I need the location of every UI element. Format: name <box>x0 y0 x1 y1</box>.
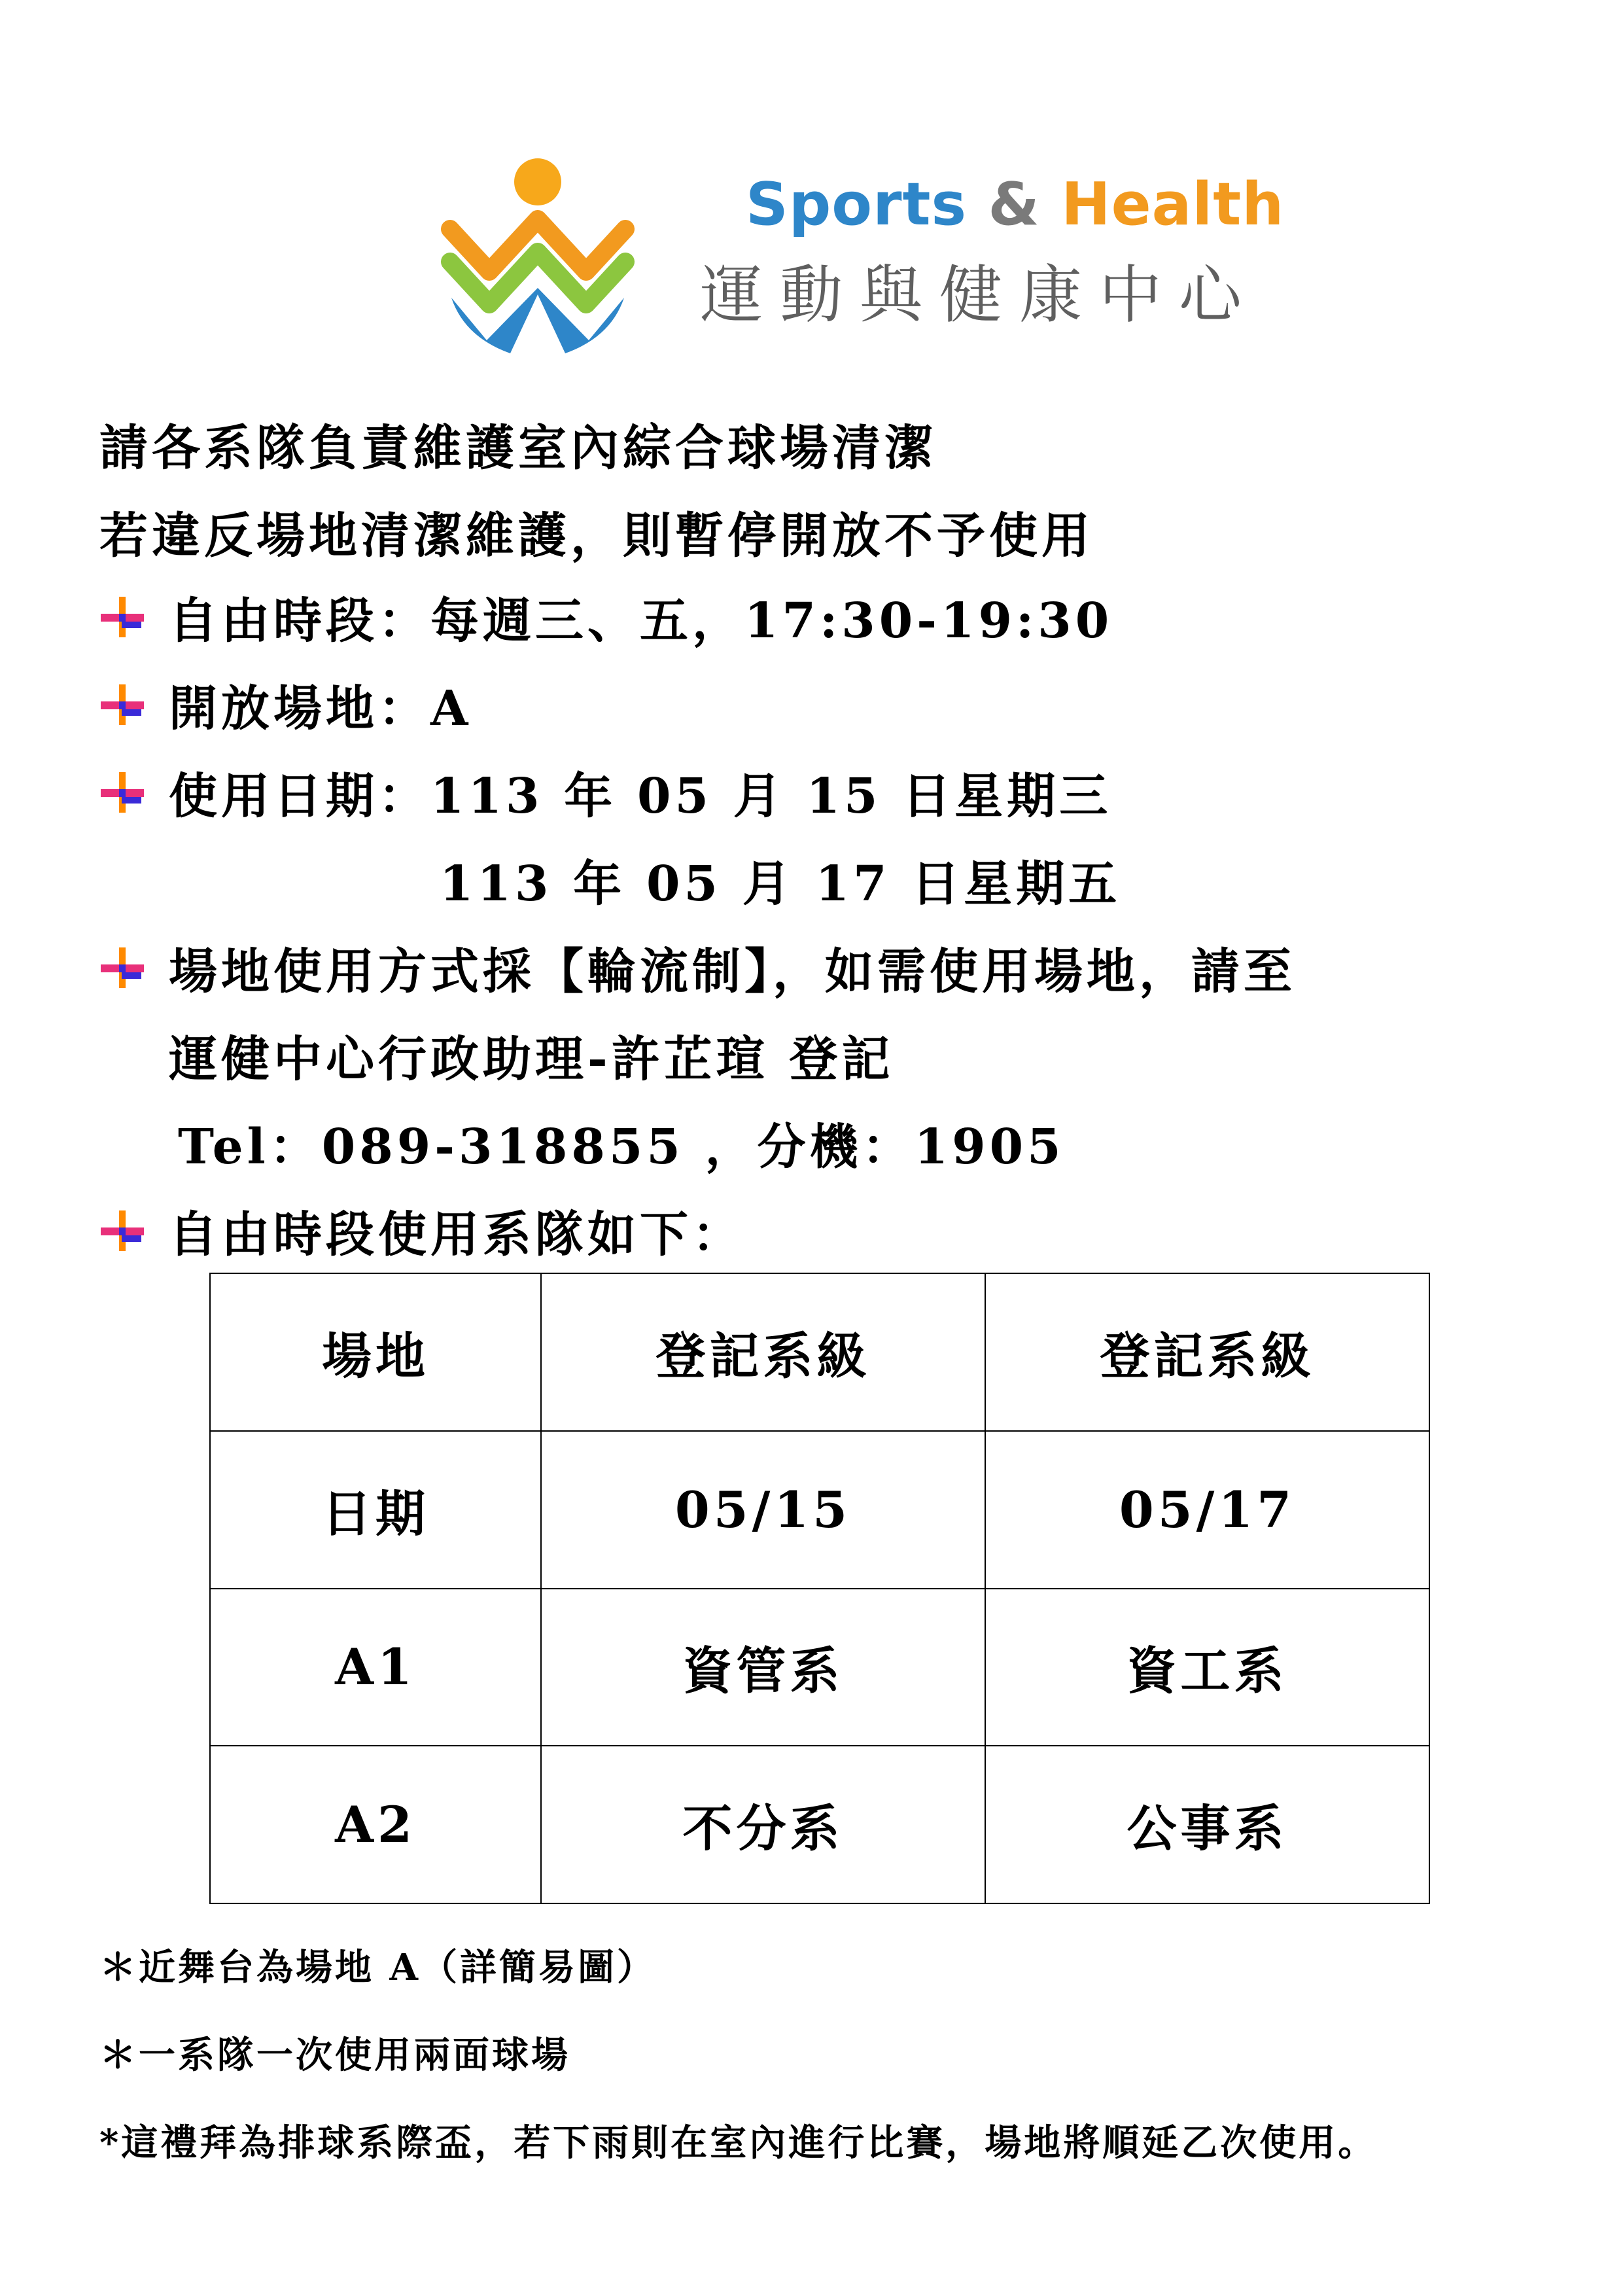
table-row <box>210 1746 1429 1903</box>
notice-line-2: 若違反場地清潔維護，則暫停開放不予使用 <box>99 508 1094 564</box>
method-contact-line: Tel：089-318855 ，分機：1905 <box>178 1119 1065 1175</box>
sports-health-logo <box>438 157 1285 366</box>
table-cell: 公事系 <box>985 1746 1429 1903</box>
table-cell: 登記系級 <box>985 1273 1429 1431</box>
table-cell: 日期 <box>210 1431 541 1589</box>
table-cell: 05/17 <box>985 1431 1429 1589</box>
logo-emblem-icon <box>438 157 654 366</box>
use-date-line-1: 使用日期：113 年 05 月 15 日星期三 <box>169 768 1112 824</box>
table-cell: 場地 <box>210 1273 541 1431</box>
free-time-text: 自由時段：每週三、五，17:30-19:30 <box>169 593 1113 649</box>
open-venue-text: 開放場地：A <box>169 680 472 737</box>
footnote-3: *這禮拜為排球系際盃，若下雨則在室內進行比賽，場地將順延乙次使用。 <box>99 2121 1378 2164</box>
table-cell: 資管系 <box>541 1589 985 1746</box>
bullet-cross-icon <box>99 769 145 815</box>
table-row <box>210 1589 1429 1746</box>
schedule-table <box>209 1273 1430 1904</box>
bullet-cross-icon <box>99 594 145 640</box>
table-cell: A2 <box>210 1746 541 1903</box>
table-cell: 登記系級 <box>541 1273 985 1431</box>
bullet-cross-icon <box>99 1208 145 1254</box>
teams-heading: 自由時段使用系隊如下： <box>169 1207 744 1263</box>
table-row <box>210 1273 1429 1431</box>
use-date-line-2: 113 年 05 月 17 日星期五 <box>440 856 1121 912</box>
footnote-2: ＊一系隊一次使用兩面球場 <box>99 2034 570 2077</box>
logo-chinese-name: 運動與健康中心 <box>700 258 1259 332</box>
method-line-2: 運健中心行政助理-許芷瑄 登記 <box>169 1031 894 1087</box>
table-row <box>210 1431 1429 1589</box>
table-cell: 不分系 <box>541 1746 985 1903</box>
logo-english-name: Sports & Health <box>746 170 1285 239</box>
bullet-cross-icon <box>99 682 145 728</box>
table-cell: A1 <box>210 1589 541 1746</box>
footnote-1: ＊近舞台為場地 A（詳簡易圖） <box>99 1946 656 1989</box>
method-line-1: 場地使用方式採【輪流制】，如需使用場地，請至 <box>169 944 1296 1000</box>
bullet-cross-icon <box>99 945 145 991</box>
table-cell: 資工系 <box>985 1589 1429 1746</box>
notice-line-1: 請各系隊負責維護室內綜合球場清潔 <box>99 420 937 476</box>
table-cell: 05/15 <box>541 1431 985 1589</box>
